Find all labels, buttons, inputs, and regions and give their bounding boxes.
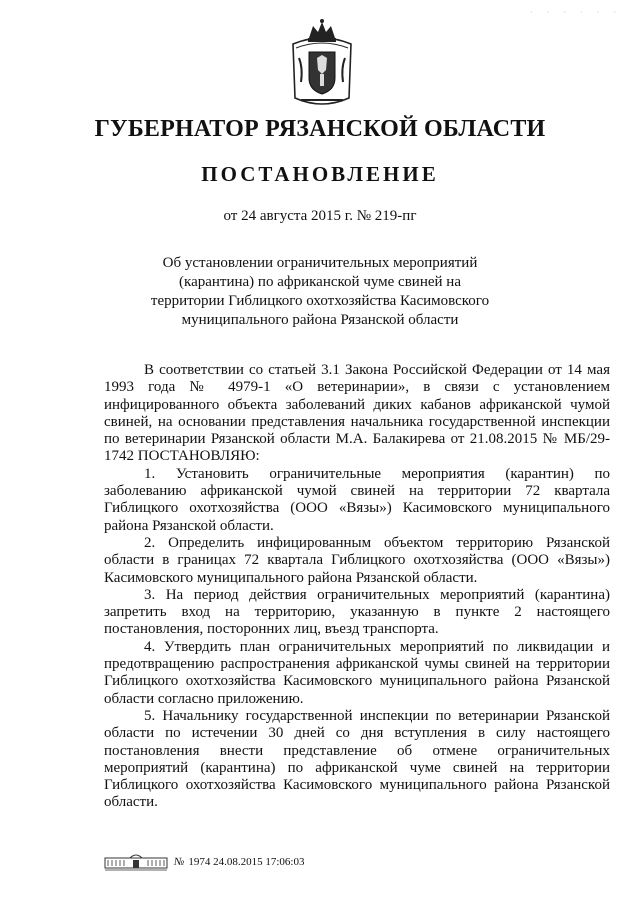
coat-of-arms-emblem <box>287 18 357 110</box>
document-date-number: от 24 августа 2015 г. № 219-пг <box>223 208 417 224</box>
clause-5: 5. Начальнику государственной инспекции по ветеринарии Рязанской области по истечении 30 дней со дня вступления в силу настоящего постановления внести представление об отмене ограничительных мероприятий (карантина) по африканской чуме свиней на территории Гиблицкого охотхозяйства Касимовского муниципального района Рязанской области. <box>104 707 610 811</box>
clause-2: 2. Определить инфицированным объектом территорию Рязанской области в границах 72 квартала Гиблицкого охотхозяйства (ООО «Вязы») Касимовского муниципального района Рязанской области. <box>104 534 610 586</box>
authority-title: ГУБЕРНАТОР РЯЗАНСКОЙ ОБЛАСТИ <box>94 116 546 142</box>
registration-footer <box>104 850 364 874</box>
document-subject: Об установлении ограничительных мероприятий (карантина) по африканской чуме свиней на территории Гиблицкого охотхозяйства Касимовского муниципального района Рязанской области <box>150 255 490 328</box>
clause-4: 4. Утвердить план ограничительных мероприятий по ликвидации и предотвращению распространения африканской чумы свиней на территории Гиблицкого охотхозяйства Касимовского муниципального района Рязанской области согласно приложению. <box>104 638 610 707</box>
registration-stamp-text: 1974 24.08.2015 17:06:03 <box>188 856 305 868</box>
document-body <box>104 362 610 812</box>
clause-1: 1. Установить ограничительные мероприятия (карантин) по заболеванию африканской чумой свиней на территории 72 квартала Гиблицкого охотхозяйства (ООО «Вязы») Касимовского муниципального района Рязанской области. <box>104 465 610 534</box>
document-type: ПОСТАНОВЛЕНИЕ <box>201 162 439 186</box>
preamble-paragraph: В соответствии со статьей 3.1 Закона Российской Федерации от 14 мая 1993 года № 4979-1 «О ветеринарии», в связи с установлением инфицированного объекта заболеваний диких кабанов африканской чумой свиней, на основании представления начальника государственной инспекции по ветеринарии Рязанской области М.А. Балакирева от 21.08.2015 № МБ/29-1742 ПОСТАНОВЛЯЮ: <box>104 362 610 465</box>
scan-artifact: · · · · · · <box>530 8 622 17</box>
number-mark: № <box>174 856 185 868</box>
building-stamp-icon <box>104 852 168 872</box>
clause-3: 3. На период действия ограничительных мероприятий (карантина) запретить вход на территорию, указанную в пункте 2 настоящего постановления, посторонних лиц, въезд транспорта. <box>104 586 610 638</box>
